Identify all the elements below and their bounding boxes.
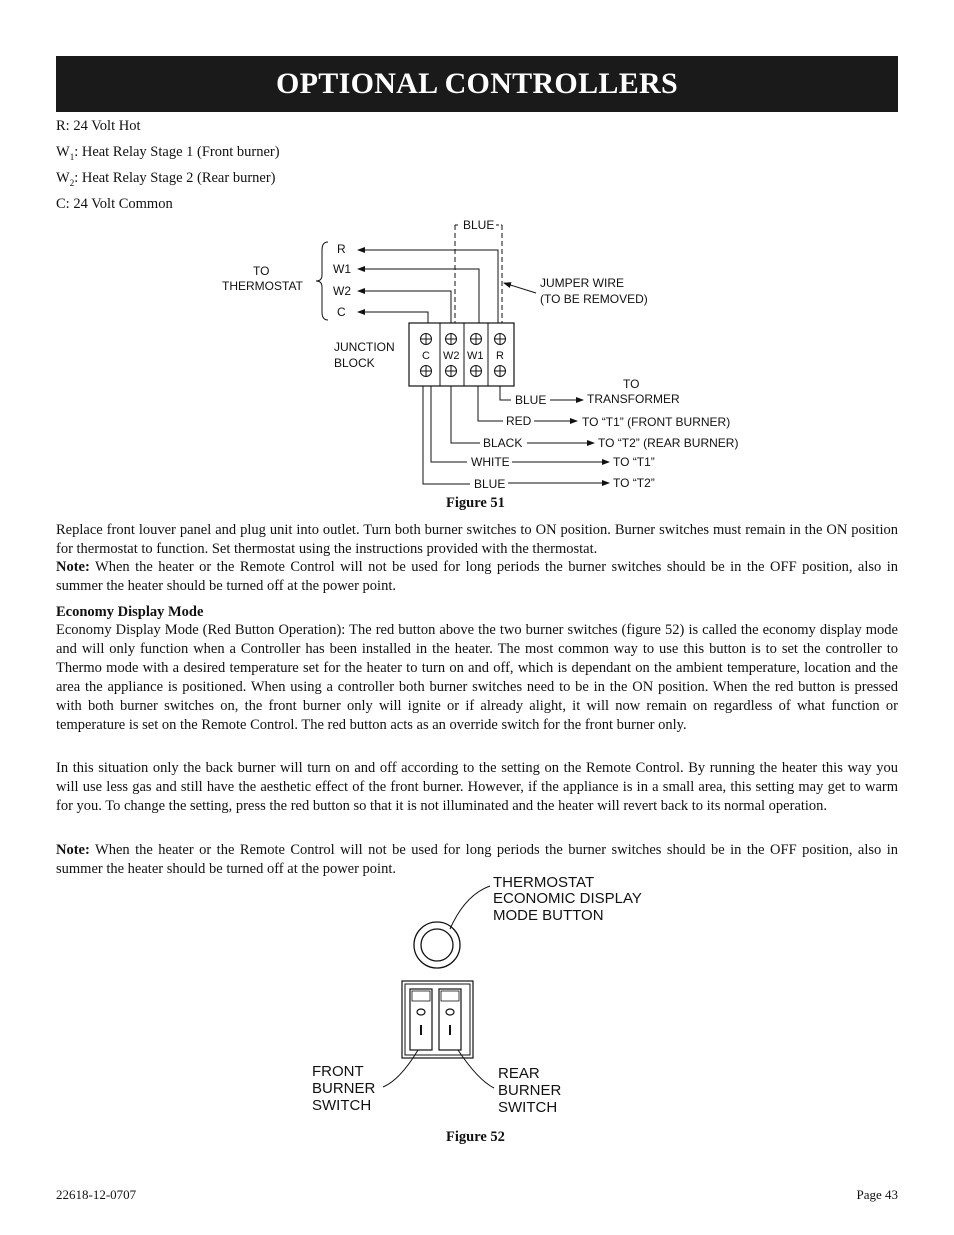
to-transformer-2: TRANSFORMER: [587, 392, 680, 406]
therm-r-label: R: [337, 242, 346, 256]
wire-black-label: BLACK: [483, 436, 523, 450]
legend-r: R: 24 Volt Hot: [56, 118, 141, 134]
to-t2: TO “T2”: [613, 476, 655, 490]
front-burner-switch: [410, 989, 432, 1050]
economy-button: [414, 922, 460, 968]
button-label-3: MODE BUTTON: [493, 907, 604, 924]
wiring-diagram: [0, 0, 954, 520]
terminal-w2: W2: [443, 350, 460, 362]
rear-label-3: SWITCH: [498, 1099, 558, 1116]
legend-w2-prefix: W: [56, 170, 70, 186]
terminal-c: C: [422, 350, 430, 362]
to-t1-front: TO “T1” (FRONT BURNER): [582, 415, 731, 429]
wire-blue-label: BLUE: [515, 393, 547, 407]
to-t1: TO “T1”: [613, 455, 655, 469]
legend-w1-sub: 1: [69, 151, 75, 162]
note-2-label: Note:: [56, 842, 90, 858]
legend-w1-text: : Heat Relay Stage 1 (Front burner): [74, 144, 280, 160]
page-number: Page 43: [856, 1187, 898, 1202]
switch-panel-diagram: [0, 860, 954, 1130]
legend-w1-prefix: W: [56, 144, 70, 160]
economy-heading: Economy Display Mode: [56, 604, 204, 620]
to-thermostat-2: THERMOSTAT: [222, 279, 303, 293]
to-t2-rear: TO “T2” (REAR BURNER): [598, 436, 739, 450]
terminal-w1: W1: [467, 350, 484, 362]
to-transformer-1: TO: [623, 377, 640, 391]
instructions-paragraph: Replace front louver panel and plug unit into outlet. Turn both burner switches to ON position. Burner switches must remain in the ON position for thermostat to function. Set thermostat using the instructions provided with the thermostat.: [56, 522, 898, 557]
note-1-text: When the heater or the Remote Control will not be used for long periods the burner switches should be in the OFF position, also in summer the heater should be turned off at the power point.: [56, 559, 898, 594]
legend-w2-text: : Heat Relay Stage 2 (Rear burner): [74, 170, 276, 186]
rear-label-1: REAR: [498, 1065, 540, 1082]
note-2-text: When the heater or the Remote Control will not be used for long periods the burner switches should be in the OFF position, also in summer the heater should be turned off at the power point.: [56, 842, 898, 877]
therm-c-label: C: [337, 305, 346, 319]
front-label-1: FRONT: [312, 1063, 364, 1080]
therm-w1-label: W1: [333, 262, 351, 276]
junction-label-1: JUNCTION: [334, 340, 395, 354]
to-thermostat-1: TO: [253, 264, 270, 278]
therm-w2-label: W2: [333, 284, 351, 298]
note-1: [56, 558, 898, 596]
terminal-r: R: [496, 350, 504, 362]
rear-label-2: BURNER: [498, 1082, 562, 1099]
wire-blue2-label: BLUE: [474, 477, 506, 491]
figure-52-caption: Figure 52: [446, 1129, 505, 1145]
jumper-label-2: (TO BE REMOVED): [540, 292, 648, 306]
jumper-label-1: JUMPER WIRE: [540, 276, 624, 290]
wire-red-label: RED: [506, 414, 532, 428]
economy-paragraph-2: In this situation only the back burner will turn on and off according to the setting on the Remote Control. By running the heater this way you will use less gas and still have the aesthetic effect of the front burner. However, if the appliance is in a small area, this setting may get to warm for you. To change the setting, press the red button so that it is not illuminated and the heater will revert back to its normal operation.: [56, 760, 898, 814]
page-title: OPTIONAL CONTROLLERS: [276, 67, 678, 100]
note-1-label: Note:: [56, 559, 90, 575]
economy-paragraph-1: Economy Display Mode (Red Button Operation): The red button above the two burner switches (figure 52) is called the economy display mode and will only function when a Controller has been installed in the heater. The most common way to use this button is to set the controller to Thermo mode with a desired temperature set for the heater to turn on and off, which is dependant on the ambient temperature, location and the area the appliance is positioned. When using a controller both burner switches need to be in the ON position. When the red button is pressed with both burner switches on, the front burner only will ignite or if already alight, it will now remain on regardless of what function or temperature is set on the Remote Control. The red button acts as an override switch for the front burner only.: [56, 622, 898, 733]
front-label-2: BURNER: [312, 1080, 376, 1097]
legend-w2-sub: 2: [69, 177, 75, 188]
rear-burner-switch: [439, 989, 461, 1050]
blue-top-label: BLUE: [463, 218, 495, 232]
junction-label-2: BLOCK: [334, 356, 375, 370]
button-label-1: THERMOSTAT: [493, 874, 595, 891]
button-label-2: ECONOMIC DISPLAY: [493, 890, 642, 907]
legend-c: C: 24 Volt Common: [56, 196, 173, 212]
document-number: 22618-12-0707: [56, 1187, 137, 1202]
figure-51-caption: Figure 51: [446, 495, 505, 511]
wire-white-label: WHITE: [471, 455, 510, 469]
front-label-3: SWITCH: [312, 1097, 372, 1114]
